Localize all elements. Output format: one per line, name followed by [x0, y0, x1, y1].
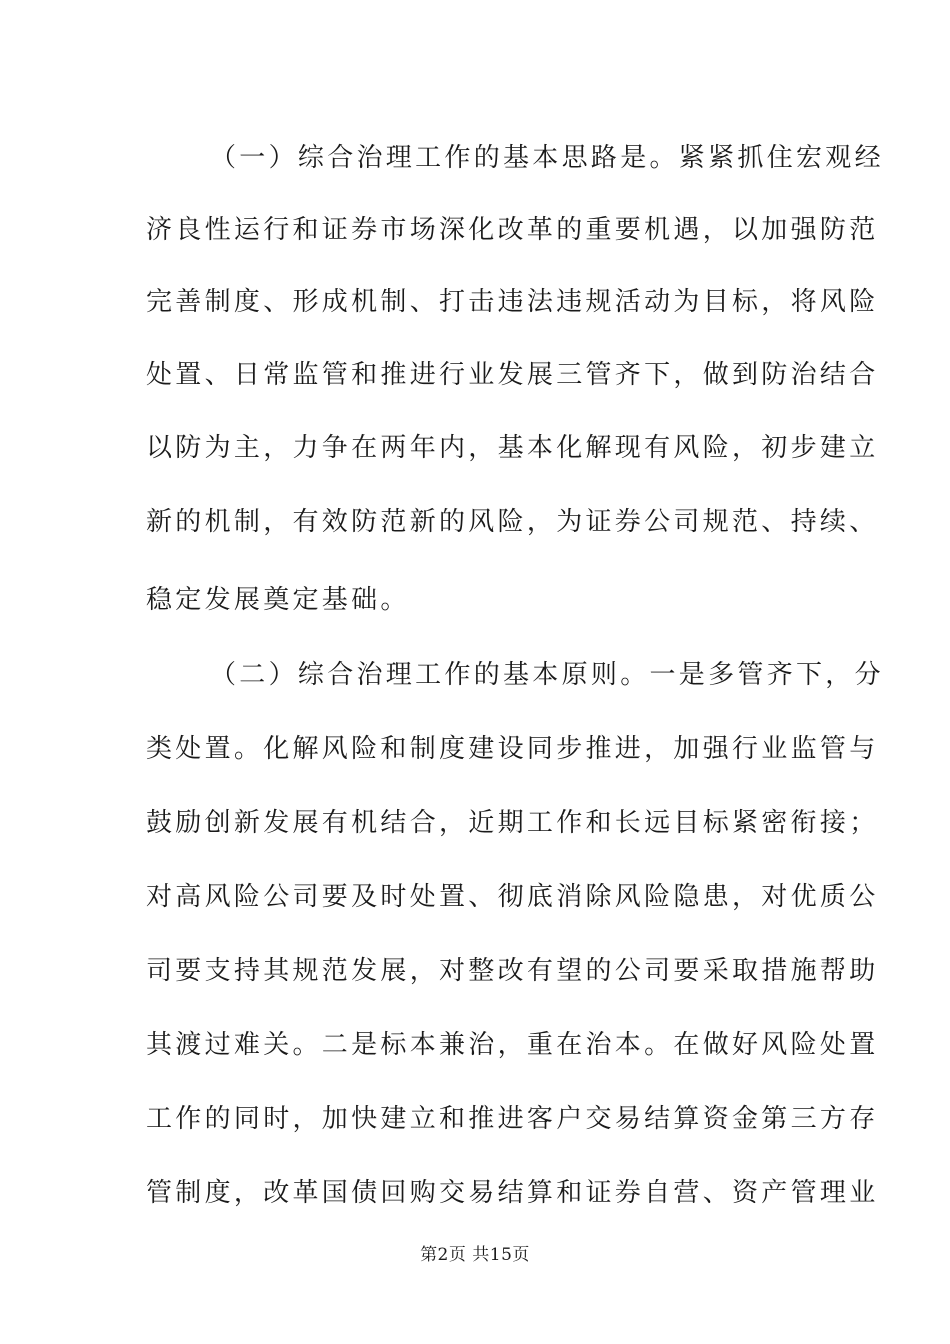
paragraph-2-line-2: 类处置。化解风险和制度建设同步推进，加强行业监管与: [146, 734, 879, 764]
paragraph-2-line-8: 管制度，改革国债回购交易结算和证券自营、资产管理业: [146, 1178, 879, 1208]
paragraph-2-line-4: 对高风险公司要及时处置、彻底消除风险隐患，对优质公: [146, 882, 879, 912]
paragraph-2-line-7: 工作的同时，加快建立和推进客户交易结算资金第三方存: [146, 1104, 879, 1134]
paragraph-2-line-5: 司要支持其规范发展，对整改有望的公司要采取措施帮助: [146, 956, 879, 986]
paragraph-1-line-7: 稳定发展奠定基础。: [146, 585, 410, 615]
paragraph-2-line-1: （二）综合治理工作的基本原则。一是多管齐下，分: [210, 660, 884, 690]
paragraph-1-line-2: 济良性运行和证券市场深化改革的重要机遇，以加强防范: [146, 215, 879, 245]
paragraph-1-line-4: 处置、日常监管和推进行业发展三管齐下，做到防治结合: [146, 360, 879, 390]
paragraph-2-line-3: 鼓励创新发展有机结合，近期工作和长远目标紧密衔接；: [146, 808, 879, 838]
paragraph-1-line-1: （一）综合治理工作的基本思路是。紧紧抓住宏观经: [210, 143, 884, 173]
paragraph-2-line-6: 其渡过难关。二是标本兼治，重在治本。在做好风险处置: [146, 1030, 879, 1060]
paragraph-1-line-3: 完善制度、形成机制、打击违法违规活动为目标，将风险: [146, 287, 879, 317]
paragraph-1-line-5: 以防为主，力争在两年内，基本化解现有风险，初步建立: [146, 433, 879, 463]
paragraph-1-line-6: 新的机制，有效防范新的风险，为证券公司规范、持续、: [146, 507, 879, 537]
page-footer: 第2页 共15页: [420, 1245, 530, 1265]
